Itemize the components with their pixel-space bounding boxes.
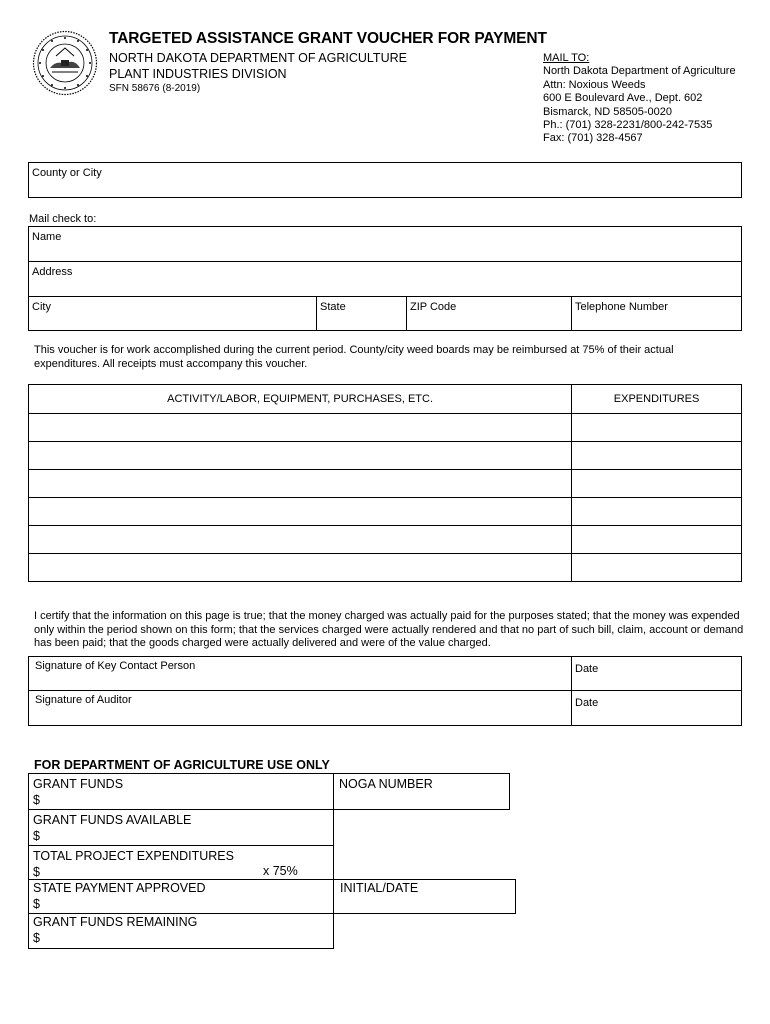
key-contact-signature-field[interactable] bbox=[28, 656, 572, 691]
x75-label: x 75% bbox=[263, 864, 298, 878]
name-label: Name bbox=[32, 231, 62, 243]
division-name: PLANT INDUSTRIES DIVISION bbox=[109, 67, 287, 81]
grant-funds-remaining-field[interactable] bbox=[28, 913, 334, 949]
address-label: Address bbox=[32, 266, 73, 278]
grant-funds-available-label: GRANT FUNDS AVAILABLE bbox=[33, 813, 192, 827]
zip-label: ZIP Code bbox=[410, 301, 457, 313]
table-row bbox=[29, 414, 742, 442]
total-project-expenditures-field[interactable] bbox=[28, 845, 334, 881]
mail-to-line: Attn: Noxious Weeds bbox=[543, 78, 646, 91]
mail-check-to-label: Mail check to: bbox=[29, 213, 97, 225]
grant-funds-field[interactable] bbox=[28, 773, 334, 810]
mail-to-line: Bismarck, ND 58505-0020 bbox=[543, 105, 673, 118]
expenditure-cell[interactable] bbox=[572, 442, 742, 470]
table-row bbox=[29, 526, 742, 554]
activity-cell[interactable] bbox=[29, 526, 572, 554]
auditor-signature-field[interactable] bbox=[28, 690, 572, 726]
state-payment-approved-label: STATE PAYMENT APPROVED bbox=[33, 881, 206, 895]
county-or-city-field[interactable] bbox=[28, 162, 742, 198]
expenditure-cell[interactable] bbox=[572, 554, 742, 582]
form-title: TARGETED ASSISTANCE GRANT VOUCHER FOR PAYMENT bbox=[109, 30, 547, 47]
dollar-sign: $ bbox=[33, 930, 40, 945]
grant-funds-remaining-label: GRANT FUNDS REMAINING bbox=[33, 915, 198, 929]
zip-field[interactable] bbox=[406, 296, 572, 331]
mail-to-line: 600 E Boulevard Ave., Dept. 602 bbox=[543, 92, 703, 105]
activity-cell[interactable] bbox=[29, 414, 572, 442]
county-or-city-label: County or City bbox=[32, 167, 102, 179]
agency-name: NORTH DAKOTA DEPARTMENT OF AGRICULTURE bbox=[109, 51, 407, 65]
expenditure-cell[interactable] bbox=[572, 470, 742, 498]
mail-to-block bbox=[543, 52, 736, 146]
city-field[interactable] bbox=[28, 296, 317, 331]
key-contact-signature-label: Signature of Key Contact Person bbox=[35, 660, 196, 672]
dollar-sign: $ bbox=[33, 896, 40, 911]
grant-funds-available-field[interactable] bbox=[28, 809, 334, 846]
state-payment-approved-field[interactable] bbox=[28, 879, 334, 915]
dollar-sign: $ bbox=[33, 792, 40, 807]
activity-cell[interactable] bbox=[29, 554, 572, 582]
date-label: Date bbox=[575, 697, 599, 709]
noga-number-label: NOGA NUMBER bbox=[339, 777, 433, 791]
total-project-expenditures-label: TOTAL PROJECT EXPENDITURES bbox=[33, 849, 234, 863]
table-row bbox=[29, 470, 742, 498]
grant-funds-label: GRANT FUNDS bbox=[33, 777, 124, 791]
mail-to-line: Fax: (701) 328-4567 bbox=[543, 132, 643, 145]
expenditure-cell[interactable] bbox=[572, 526, 742, 554]
expenditure-cell[interactable] bbox=[572, 498, 742, 526]
state-seal-icon bbox=[32, 30, 98, 96]
activity-column-header: ACTIVITY/LABOR, EQUIPMENT, PURCHASES, ETC. bbox=[29, 385, 572, 414]
dollar-sign: $ bbox=[33, 864, 40, 879]
mail-to-line: North Dakota Department of Agriculture bbox=[543, 65, 736, 78]
auditor-signature-label: Signature of Auditor bbox=[35, 694, 132, 706]
expenditure-cell[interactable] bbox=[572, 414, 742, 442]
expenditures-column-header: EXPENDITURES bbox=[572, 385, 742, 414]
certification-text: I certify that the information on this page is true; that the money charged was actually paid for the purposes stated; that the money was expended only within the period shown on this form; that the services charged were actually rendered and that no part of such bill, claim, account or demand has been paid; that the goods charged were actually delivered and were of the value charged. bbox=[34, 610, 744, 650]
table-row bbox=[29, 554, 742, 582]
state-label: State bbox=[320, 301, 346, 313]
voucher-note: This voucher is for work accomplished during the current period. County/city weed boards may be reimbursed at 75% of their actual expenditures. All receipts must accompany this voucher. bbox=[34, 344, 674, 370]
initial-date-label: INITIAL/DATE bbox=[340, 881, 419, 895]
mail-to-line: Ph.: (701) 328-2231/800-242-7535 bbox=[543, 119, 713, 132]
mail-to-heading: MAIL TO: bbox=[543, 52, 590, 64]
initial-date-field[interactable] bbox=[333, 879, 516, 914]
name-field[interactable] bbox=[28, 226, 742, 262]
key-contact-date-field[interactable] bbox=[571, 656, 742, 691]
noga-number-field[interactable] bbox=[333, 773, 510, 810]
form-number: SFN 58676 (8-2019) bbox=[109, 83, 201, 94]
city-label: City bbox=[32, 301, 51, 313]
activity-cell[interactable] bbox=[29, 442, 572, 470]
telephone-field[interactable] bbox=[571, 296, 742, 331]
table-row bbox=[29, 498, 742, 526]
auditor-date-field[interactable] bbox=[571, 690, 742, 726]
activity-cell[interactable] bbox=[29, 498, 572, 526]
table-row bbox=[29, 442, 742, 470]
state-field[interactable] bbox=[316, 296, 407, 331]
dollar-sign: $ bbox=[33, 828, 40, 843]
date-label: Date bbox=[575, 663, 599, 675]
telephone-label: Telephone Number bbox=[575, 301, 668, 313]
dept-use-heading: FOR DEPARTMENT OF AGRICULTURE USE ONLY bbox=[34, 758, 330, 772]
address-field[interactable] bbox=[28, 261, 742, 297]
activity-table bbox=[28, 384, 742, 582]
activity-cell[interactable] bbox=[29, 470, 572, 498]
